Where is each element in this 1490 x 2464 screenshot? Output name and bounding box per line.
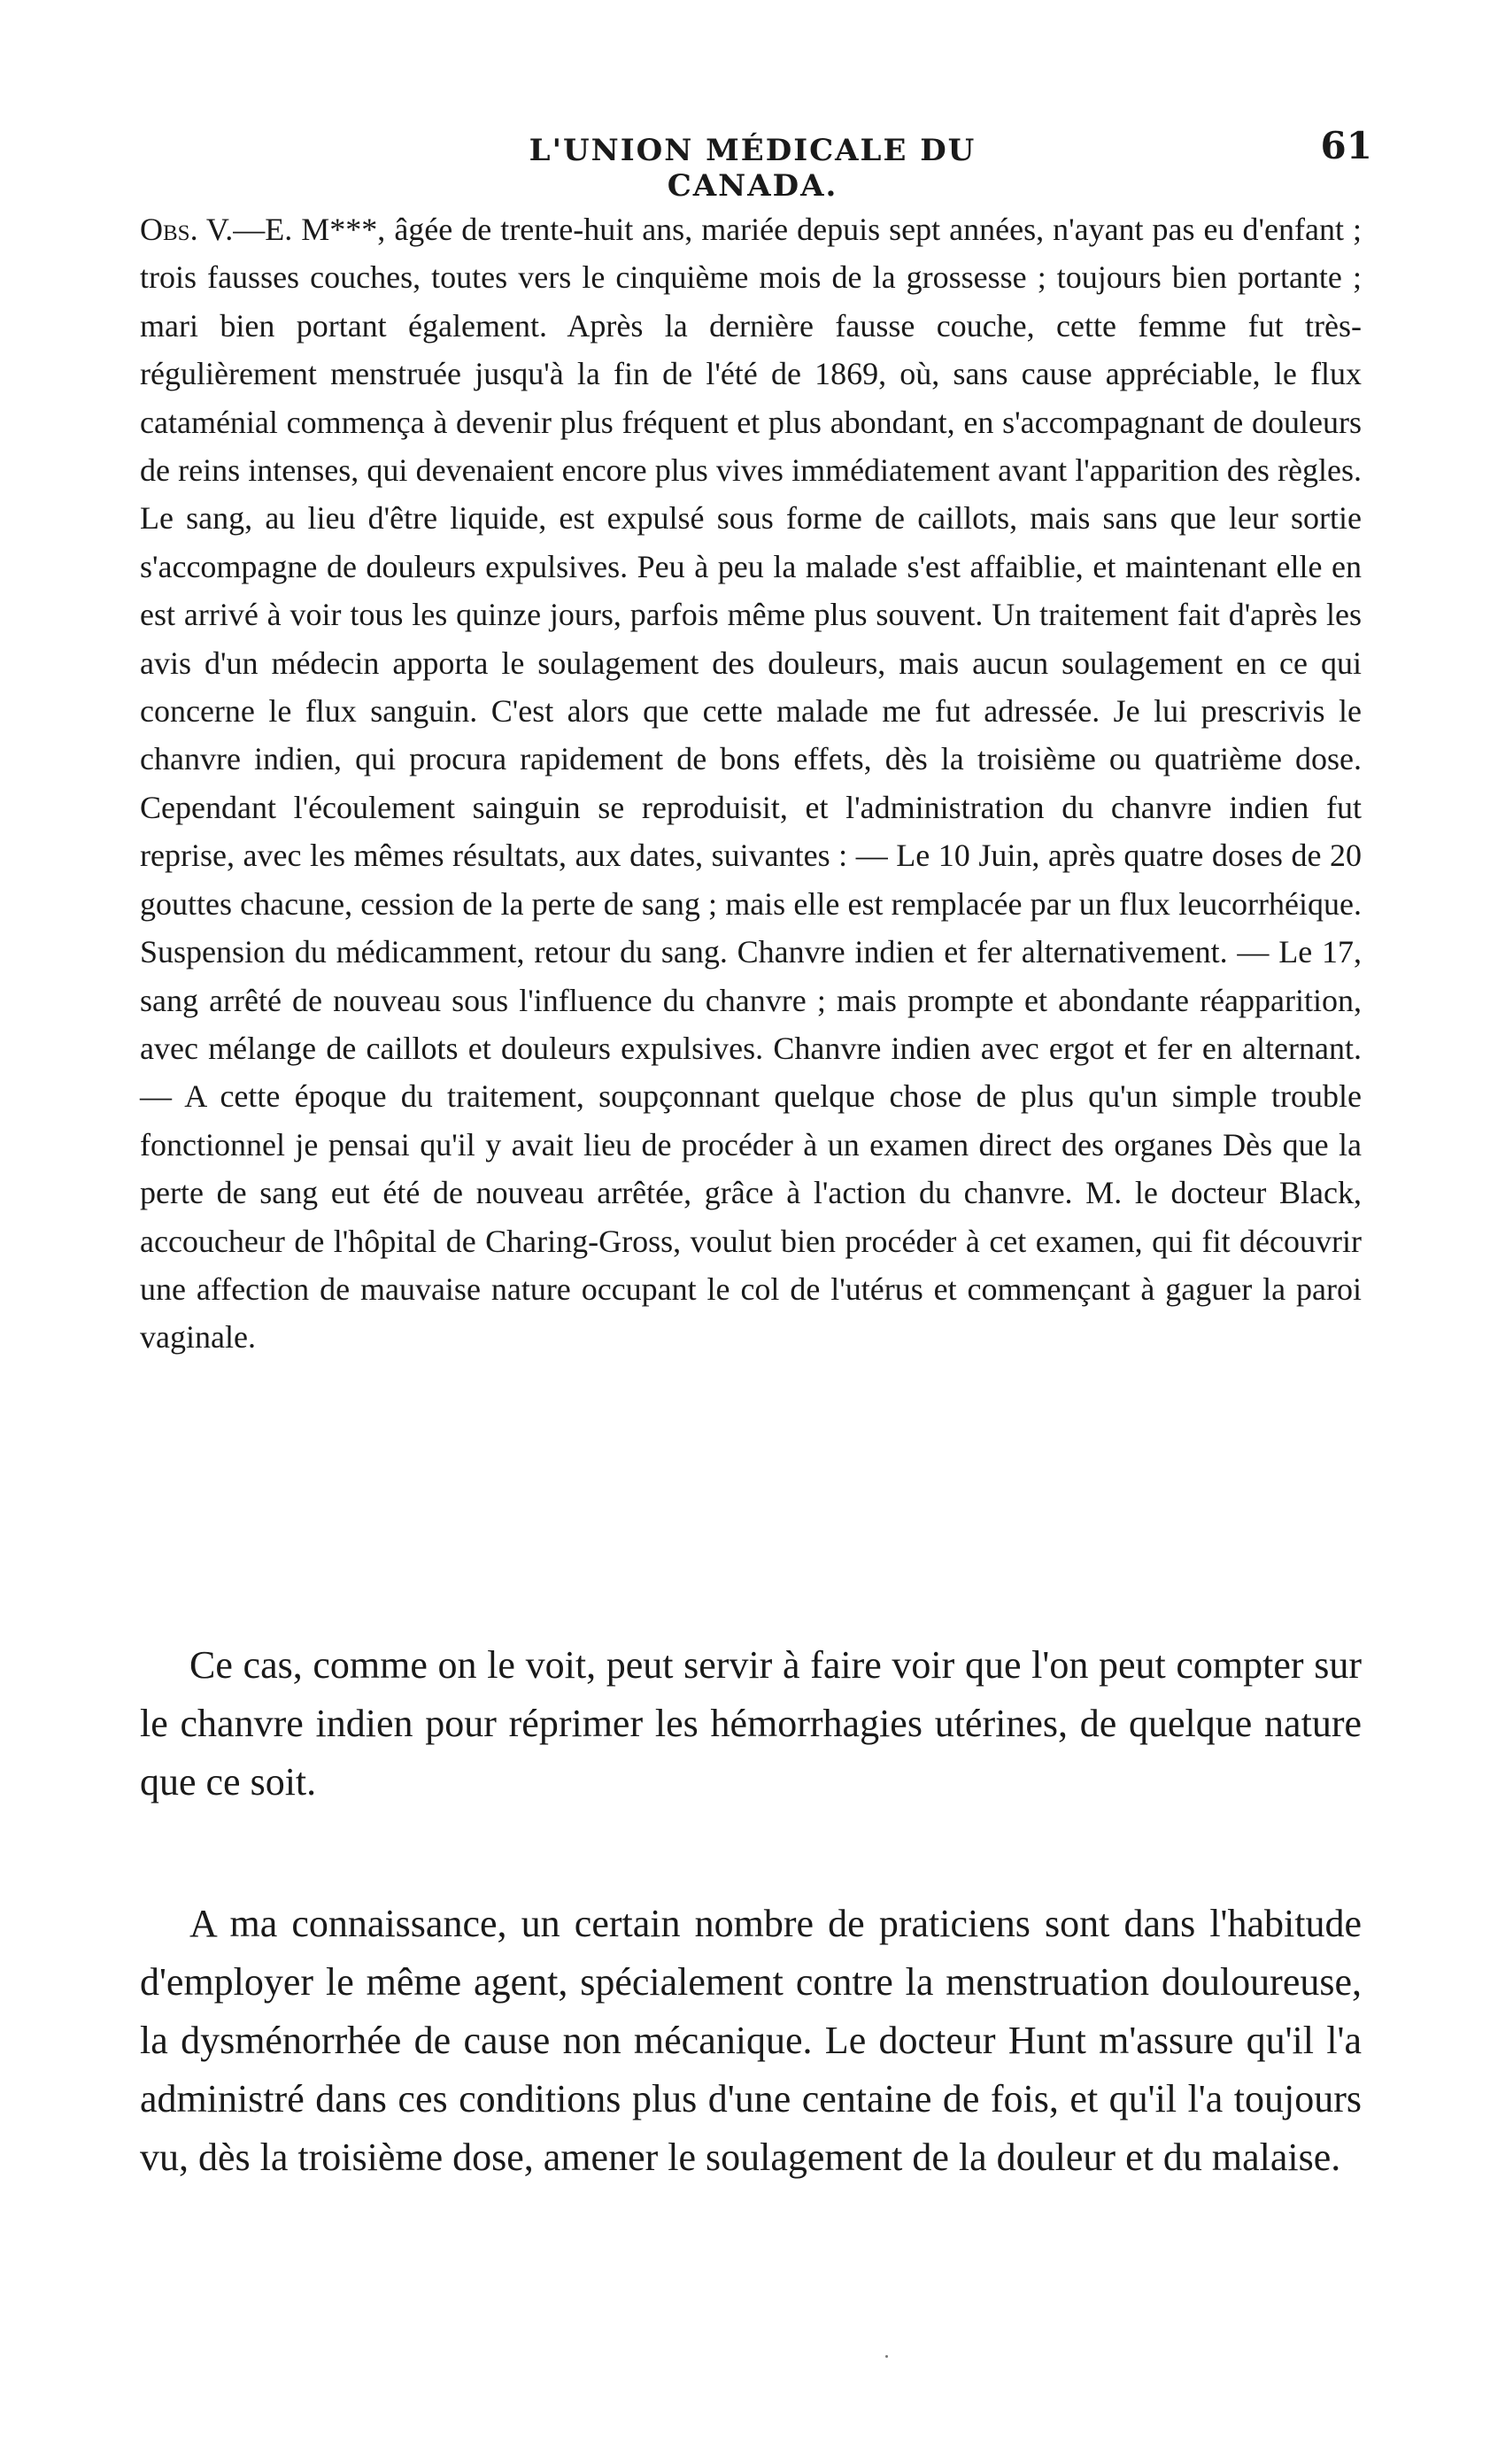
print-speck xyxy=(885,2355,888,2358)
running-title: L'UNION MÉDICALE DU CANADA. xyxy=(529,133,977,204)
observation-label: Obs. V. xyxy=(140,212,234,247)
body-paragraph-2: A ma connaissance, un certain nombre de praticiens sont dans l'habitude d'employer le même agent, spécialement contre la menstruation douloureuse, la dysménorrhée de cause non mécanique. Le docteur Hunt m'assure qu'il l'a administré dans ces conditions plus d'une centaine de fois, et qu'il l'a toujours vu, dès la troisième dose, amener le soulagement de la douleur et du malaise. xyxy=(140,1902,1362,2179)
page-number: 61 xyxy=(1320,124,1372,167)
body-paragraph-1: Ce cas, comme on le voit, peut servir à faire voir que l'on peut compter sur le chanvre indien pour réprimer les hémorrhagies utérines, de quelque nature que ce soit. xyxy=(140,1643,1362,1804)
observation-text: —E. M***, âgée de trente-huit ans, mariée depuis sept années, n'ayant pas eu d'enfant ; trois fausses couches, toutes vers le cinquième mois de la grossesse ; toujours bien portante ; mari bien portant également. Après la dernière fausse couche, cette femme fut très-régulièrement menstruée jusqu'à la fin de l'été de 1869, où, sans cause appréciable, le flux cataménial commença à devenir plus fréquent et plus abondant, en s'accompagnant de douleurs de reins intenses, qui devenaient encore plus vives immédiatement avant l'apparition des règles. Le sang, au lieu d'être liquide, est expulsé sous forme de caillots, mais sans que leur sortie s'accompagne de douleurs expulsives. Peu à peu la malade s'est affaiblie, et maintenant elle en est arrivé à voir tous les quinze jours, parfois même plus souvent. Un traitement fait d'après les avis d'un médecin apporta le soulagement des douleurs, mais aucun soulagement en ce qui concerne le flux sanguin. C'est alors que cette malade me fut adressée. Je lui prescrivis le chanvre indien, qui procura rapidement de bons effets, dès la troisième ou quatrième dose. Cependant l'écoulement sainguin se reproduisit, et l'administration du chanvre indien fut reprise, avec les mêmes résultats, aux dates, suivantes : — Le 10 Juin, après quatre doses de 20 gouttes chacune, cession de la perte de sang ; mais elle est remplacée par un flux leucorrhéique. Suspension du médicamment, retour du sang. Chanvre indien et fer alternativement. — Le 17, sang arrêté de nouveau sous l'influence du chanvre ; mais prompte et abondante réapparition, avec mélange de caillots et douleurs expulsives. Chanvre indien avec ergot et fer en alternant. — A cette époque du traitement, soupçonnant quelque chose de plus qu'un simple trouble fonctionnel je pensai qu'il y avait lieu de procéder à un examen direct des organes Dès que la perte de sang eut été de nouveau arrêtée, grâce à l'action du chanvre. M. le docteur Black, accoucheur de l'hôpital de Charing-Gross, voulut bien procéder à cet examen, qui fit découvrir une affection de mauvaise nature occupant le col de l'utérus et commençant à gaguer la paroi vaginale. xyxy=(140,212,1362,1356)
observation-paragraph xyxy=(140,205,1362,1362)
